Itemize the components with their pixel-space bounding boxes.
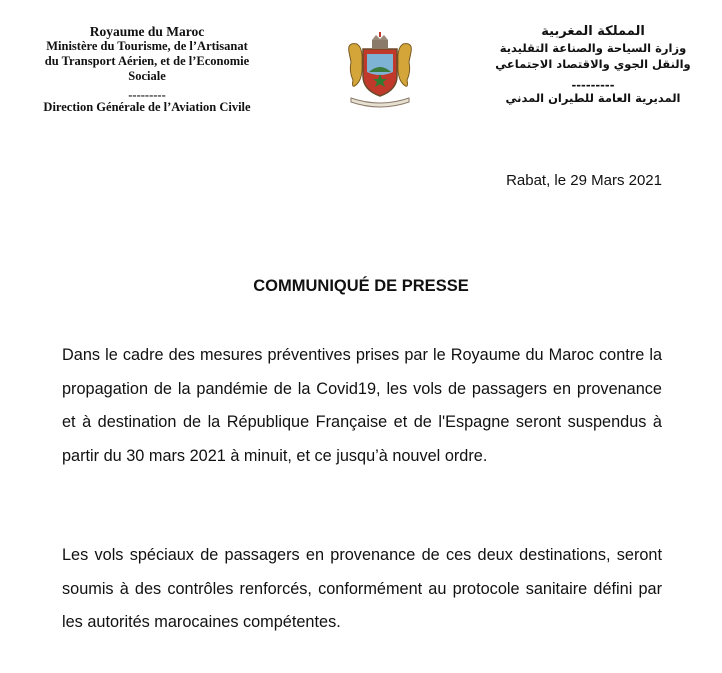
ministry-line-3: Sociale	[128, 69, 166, 83]
header-left-french	[22, 24, 272, 115]
coat-of-arms-icon	[345, 32, 415, 108]
paragraph-1: Dans le cadre des mesures préventives prises par le Royaume du Maroc contre la propagation de la pandémie de la Covid19, les vols de passagers en provenance et à destination de la République Française et de l'Espagne seront suspendus à partir du 30 mars 2021 à minuit, et ce jusqu’à nouvel ordre.	[62, 346, 662, 465]
directorate-name: Direction Générale de l’Aviation Civile	[43, 100, 251, 114]
ministry-line-1-arabic: وزارة السياحة والصناعة التقليدية	[499, 41, 687, 55]
date-location: Rabat, le 29 Mars 2021	[506, 172, 662, 189]
separator-arabic: ---------	[571, 78, 615, 92]
ministry-line-2: du Transport Aérien, et de l’Economie	[44, 54, 250, 68]
header-right-arabic	[478, 24, 708, 106]
kingdom-name-arabic: المملكة المغربية	[541, 24, 645, 39]
ministry-line-2-arabic: والنقل الجوي والاقتصاد الاجتماعي	[495, 57, 691, 71]
separator: ---------	[128, 88, 166, 102]
directorate-name-arabic: المديرية العامة للطيران المدني	[505, 91, 681, 105]
paragraph-2: Les vols spéciaux de passagers en provenance de ces deux destinations, seront soumis à des contrôles renforcés, conformément au protocole sanitaire défini par les autorités marocaines compétentes.	[62, 546, 662, 631]
document-title: COMMUNIQUÉ DE PRESSE	[253, 277, 469, 295]
ministry-line-1: Ministère du Tourisme, de l’Artisanat	[46, 39, 248, 53]
kingdom-name: Royaume du Maroc	[89, 24, 205, 39]
